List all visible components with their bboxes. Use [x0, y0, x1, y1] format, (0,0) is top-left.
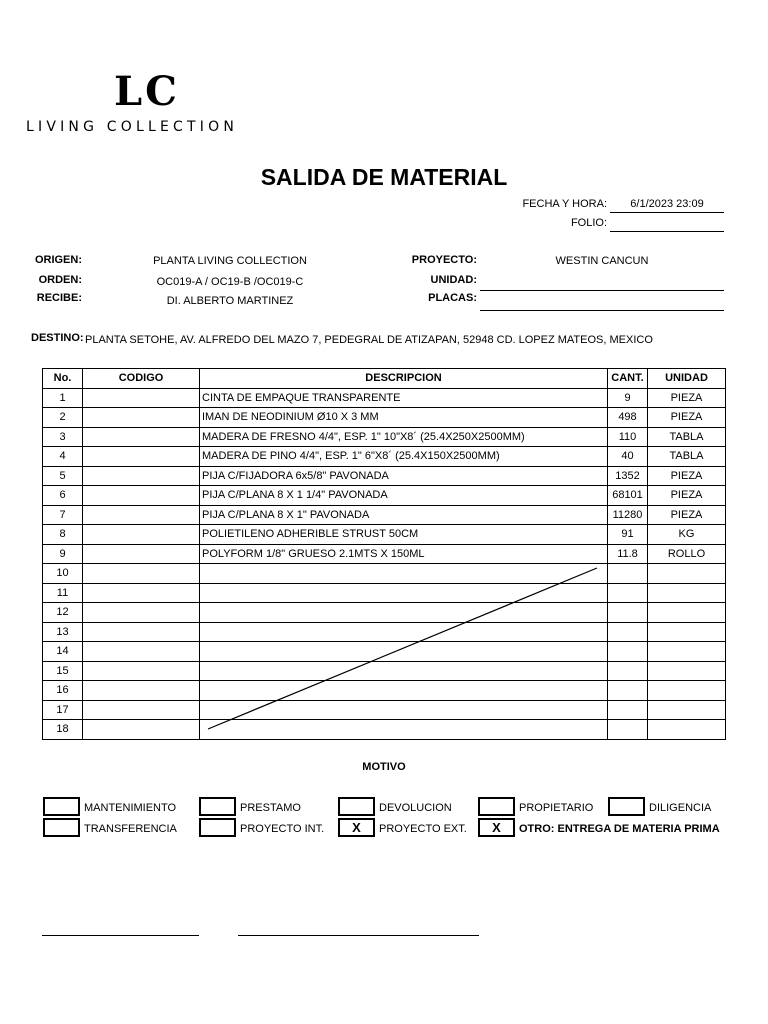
placas-label: PLACAS:: [428, 292, 477, 304]
origen-value: PLANTA LIVING COLLECTION: [153, 255, 307, 267]
row-unidad: PIEZA: [648, 388, 726, 408]
row-unidad: TABLA: [648, 427, 726, 447]
signature-line-2: [238, 935, 479, 936]
row-cant: 498: [608, 408, 648, 428]
header-cant: CANT.: [608, 369, 648, 389]
unidad-label: UNIDAD:: [430, 274, 477, 286]
row-descripcion: POLYFORM 1/8" GRUESO 2.1MTS X 150ML: [200, 544, 608, 564]
prestamo-label: PRESTAMO: [240, 802, 301, 814]
row-descripcion: POLIETILENO ADHERIBLE STRUST 50CM: [200, 525, 608, 545]
propietario-checkbox[interactable]: [478, 797, 515, 816]
mantenimiento-label: MANTENIMIENTO: [84, 802, 177, 814]
row-unidad: PIEZA: [648, 505, 726, 525]
proyecto-int-checkbox[interactable]: [199, 818, 236, 837]
row-no: 13: [43, 622, 83, 642]
row-unidad: PIEZA: [648, 408, 726, 428]
origen-label: ORIGEN:: [34, 254, 82, 266]
propietario-label: PROPIETARIO: [519, 802, 594, 814]
row-no: 10: [43, 564, 83, 584]
row-no: 18: [43, 720, 83, 740]
row-descripcion: PIJA C/FIJADORA 6x5/8" PAVONADA: [200, 466, 608, 486]
row-no: 8: [43, 525, 83, 545]
prestamo-checkbox[interactable]: [199, 797, 236, 816]
row-no: 14: [43, 642, 83, 662]
logo-subtitle: LIVING COLLECTION: [26, 119, 238, 135]
row-cant: 11.8: [608, 544, 648, 564]
row-no: 7: [43, 505, 83, 525]
diligencia-checkbox[interactable]: [608, 797, 645, 816]
row-cant: 91: [608, 525, 648, 545]
orden-value: OC019-A / OC19-B /OC019-C: [156, 276, 304, 288]
devolucion-label: DEVOLUCION: [379, 802, 452, 814]
row-cant: 68101: [608, 486, 648, 506]
row-descripcion: IMAN DE NEODINIUM Ø10 X 3 MM: [200, 408, 608, 428]
motivo-title: MOTIVO: [362, 761, 406, 773]
proyecto-ext-label: PROYECTO EXT.: [379, 823, 467, 835]
row-no: 16: [43, 681, 83, 701]
row-unidad: ROLLO: [648, 544, 726, 564]
row-no: 3: [43, 427, 83, 447]
row-descripcion: PIJA C/PLANA 8 X 1 1/4" PAVONADA: [200, 486, 608, 506]
page-title: SALIDA DE MATERIAL: [260, 164, 508, 190]
proyecto-value: WESTIN CANCUN: [555, 255, 649, 267]
transferencia-checkbox[interactable]: [43, 818, 80, 837]
row-descripcion: MADERA DE FRESNO 4/4", ESP. 1" 10"X8´ (25.4X250X2500MM): [200, 427, 608, 447]
row-no: 9: [43, 544, 83, 564]
row-no: 12: [43, 603, 83, 623]
proyecto-int-label: PROYECTO INT.: [240, 823, 325, 835]
row-descripcion: CINTA DE EMPAQUE TRANSPARENTE: [200, 388, 608, 408]
devolucion-checkbox[interactable]: [338, 797, 375, 816]
row-cant: 9: [608, 388, 648, 408]
row-no: 2: [43, 408, 83, 428]
row-unidad: TABLA: [648, 447, 726, 467]
header-descripcion: DESCRIPCION: [200, 369, 608, 389]
otro-checkbox[interactable]: X: [478, 818, 515, 837]
row-no: 17: [43, 700, 83, 720]
diligencia-label: DILIGENCIA: [649, 802, 712, 814]
mantenimiento-checkbox[interactable]: [43, 797, 80, 816]
row-unidad: PIEZA: [648, 486, 726, 506]
destino-value: PLANTA SETOHE, AV. ALFREDO DEL MAZO 7, PEDEGRAL DE ATIZAPAN, 52948 CD. LOPEZ MATEOS, MEXICO: [85, 334, 653, 346]
proyecto-ext-checkbox[interactable]: X: [338, 818, 375, 837]
recibe-label: RECIBE:: [36, 292, 82, 304]
proyecto-label: PROYECTO:: [411, 254, 477, 266]
destino-label: DESTINO:: [31, 332, 84, 344]
header-unidad: UNIDAD: [648, 369, 726, 389]
recibe-value: DI. ALBERTO MARTINEZ: [166, 295, 294, 307]
fecha-value: 6/1/2023 23:09: [610, 198, 724, 213]
row-cant: 110: [608, 427, 648, 447]
folio-label: FOLIO:: [570, 217, 607, 229]
header-no: No.: [43, 369, 83, 389]
row-cant: 1352: [608, 466, 648, 486]
transferencia-label: TRANSFERENCIA: [84, 823, 177, 835]
otro-label: OTRO: ENTREGA DE MATERIA PRIMA: [519, 823, 720, 835]
header-codigo: CODIGO: [83, 369, 200, 389]
row-no: 5: [43, 466, 83, 486]
row-cant: 40: [608, 447, 648, 467]
row-unidad: PIEZA: [648, 466, 726, 486]
row-no: 11: [43, 583, 83, 603]
fecha-label: FECHA Y HORA:: [522, 198, 607, 210]
row-descripcion: MADERA DE PINO 4/4", ESP. 1" 6"X8´ (25.4X150X2500MM): [200, 447, 608, 467]
row-no: 15: [43, 661, 83, 681]
signature-line-1: [42, 935, 199, 936]
logo-mark: LC: [114, 68, 180, 115]
row-cant: 11280: [608, 505, 648, 525]
row-no: 4: [43, 447, 83, 467]
orden-label: ORDEN:: [38, 274, 82, 286]
row-no: 6: [43, 486, 83, 506]
row-unidad: KG: [648, 525, 726, 545]
row-no: 1: [43, 388, 83, 408]
row-descripcion: PIJA C/PLANA 8 X 1" PAVONADA: [200, 505, 608, 525]
